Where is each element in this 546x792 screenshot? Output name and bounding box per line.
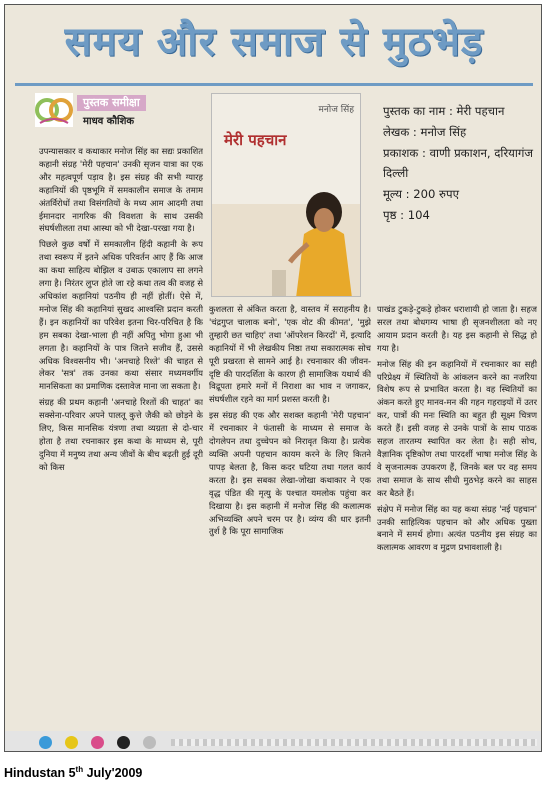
registration-dot	[91, 736, 104, 749]
book-name: पुस्तक का नाम : मेरी पहचान	[383, 104, 505, 118]
book-cover-illustration	[212, 94, 361, 297]
paragraph: पाखंड टुकड़े-टुकड़े होकर धराशायी हो जाता है। सहज सरल तथा बोधगम्य भाषा ही सृजनशीलता को नए आयाम प्रदान करती है। यह इस कहानी से सिद्ध हो गया है।	[377, 304, 537, 353]
article-column-2	[209, 303, 371, 743]
book-cover-image	[211, 93, 361, 297]
caption-superscript: th	[75, 765, 84, 774]
article-column-1	[39, 145, 203, 740]
paragraph: कुशलता से अंकित करता है, वास्तव में सराहनीय है। 'चंद्रगुप्त चालाक बनो', 'एक वोट की कीमत', 'मुझे तुम्हारी छत चाहिए' तथा 'ऑपरेशन किरदों' में, इत्यादि कहानियों में भी लेखकीय निष्ठा तथा सकारात्मक सोच पूरी प्रखरता से सामने आई है। रचनाकार की जीवन-दृष्टि की पारदर्शिता के कारण ही सामाजिक यथार्थ की विद्रूपता हमारे मनों में निराशा का भाव न जगाकर, संघर्षशील रहने का मार्ग प्रशस्त करती है।	[209, 304, 371, 405]
paragraph: संग्रह की प्रथम कहानी 'अनचाहे रिश्तों की चाहत' का सक्सेना-परिवार अपने पालतू कुत्ते जैकी को छोड़ने के लिए, किस मानसिक यंत्रणा तथा व्यग्रता से दो-चार होता है तथा रचनाकार इस कथा के माध्यम से, पूरी दुनिया में मनुष्य तथा अन्य जीवों के बीच बढ़ती हुई दूरी को किस	[39, 397, 203, 472]
cover-author: मनोज सिंह	[318, 105, 354, 115]
color-registration-strip	[5, 731, 542, 752]
newspaper-clipping	[4, 4, 542, 752]
paragraph: संक्षेप में मनोज सिंह का यह कथा संग्रह 'नई पहचान' उनकी साहित्यिक पहचान को और अधिक पुख्ता बनाने में समर्थ होगा। अत्यंत पठनीय इस संग्रह का कलात्मक आवरण व मुद्रण प्रभावशाली है।	[377, 503, 537, 553]
book-details	[383, 101, 539, 226]
headline-rule	[15, 83, 533, 86]
paragraph: उपन्यासकार व कथाकार मनोज सिंह का सद्यः प्रकाशित कहानी संग्रह 'मेरी पहचान' उनकी सृजन यात्रा का एक और महत्वपूर्ण पड़ाव है। इस संग्रह की सभी ग्यारह कहानियों की पृष्ठभूमि में समकालीन समाज के तमाम अंतर्विरोधों तथा विसंगतियों के मध्य आम आदमी तथा ईमानदार नागरिक की विवशता के साथ उसकी संघर्षशीलता तथा आस्था को भी देखा-परखा गया है।	[39, 146, 203, 234]
registration-dot	[143, 736, 156, 749]
section-title: पुस्तक समीक्षा	[77, 95, 146, 111]
book-price: मूल्य : 200 रुपए	[383, 187, 459, 201]
registration-dot	[117, 736, 130, 749]
book-pages: पृष्ठ : 104	[383, 208, 430, 222]
article-column-3	[377, 303, 537, 743]
review-logo-icon	[35, 93, 73, 127]
paragraph: पिछले कुछ वर्षों में समकालीन हिंदी कहानी के रूप तथा स्वरूप में इतने अधिक परिवर्तन आए हैं कि आज का कथा साहित्य बोझिल व उबाऊ एकालाप सा लगने लगा है। निरंतर लुप्त होते जा रहे कथा तत्व की वजह से अधिकांश कहानियां पठनीय ही नहीं होतीं। ऐसे में, मनोज सिंह की कहानियां सुखद आश्वस्ति प्रदान करती हैं। इन कहानियों का परिवेश इतना चिर-परिचित है कि हम सबका देखा-भाला ही नहीं अपितु भोगा हुआ भी लगता है। कहानियों के पात्र जितने सजीव हैं, उससे अधिक विश्वसनीय भी। 'अनचाहे रिश्ते' की चाहत से लेकर 'सत्र' तक उनका कथा संसार मध्यमवर्गीय मानसिकता का प्रमाणिक दस्तावेज माना जा सकता है।	[39, 239, 203, 392]
caption-text: Hindustan 5th July'2009	[4, 765, 143, 781]
source-caption	[4, 765, 142, 780]
registration-dot	[39, 736, 52, 749]
registration-dot	[65, 736, 78, 749]
strip-bar	[171, 739, 537, 746]
cover-title: मेरी पहचान	[224, 131, 287, 149]
headline: समय और समाज से मुठभेड़	[64, 18, 484, 65]
book-author: लेखक : मनोज सिंह	[383, 125, 467, 139]
paragraph: मनोज सिंह की इन कहानियों में रचनाकार का सही परिप्रेक्ष्य में स्थितियों के आंकलन करने का नजरिया विशेष रूप से प्रभावित करता है। वह स्थितियों का अंकन करते हुए मानव-मन की गहन गहराइयों में उतर कर, पात्रों की मनः स्थिति का बहुत ही सूक्ष्म चित्रण करते हैं। इसी वजह से उनके पात्रों के साथ पाठक सहज तारतम्य स्थापित कर लेता है। सही सोच, वैज्ञानिक दृष्टिकोण तथा पारदर्शी भाषा मनोज सिंह के वे सृजनात्मक उपकरण हैं, जिनके बल पर वह समय तथा समाज के साथ सीधी मुठभेड़ करने का साहस कर बैठते हैं।	[377, 358, 537, 498]
book-publisher: प्रकाशक : वाणी प्रकाशन, दरियागंज दिल्ली	[383, 146, 534, 180]
section-label	[35, 93, 197, 129]
paragraph: इस संग्रह की एक और सशक्त कहानी 'मेरी पहचान' में रचनाकार ने फंतासी के माध्यम से समाज के दोगलेपन तथा दुच्चेपन को निरावृत किया है। प्रत्येक व्यक्ति अपनी पहचान कायम करने के लिए कितने पापड़ बेलता है, किस कदर घटिया तथा गलत कार्य करता है। इस सबका लेखा-जोखा कथाकार ने एक वृद्ध पंडित की मृत्यु के पश्चात यमलोक पहुंचा कर दिखाया है। इस कहानी में मनोज सिंह की कलात्मक अभिव्यक्ति अपने चरम पर है। व्यंग्य की धार इतनी तुर्श है कि पूरा सामाजिक	[209, 410, 371, 537]
reviewer-name: माधव कौशिक	[83, 116, 135, 127]
